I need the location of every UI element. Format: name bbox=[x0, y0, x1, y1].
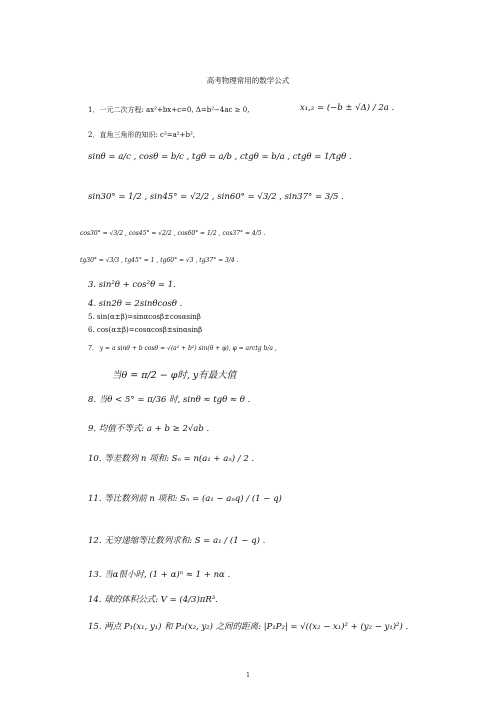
item-8: 8. 当θ < 5° = π/36 时, sinθ ≈ tgθ ≈ θ . bbox=[88, 395, 251, 405]
item-4: 4. sin2θ = 2sinθcosθ . bbox=[88, 299, 183, 309]
item-14: 14. 球的体积公式: V = (4/3)πR³. bbox=[88, 595, 218, 605]
page-title: 高考物理常用的数学公式 bbox=[206, 76, 290, 85]
item-10: 10. 等差数列 n 项和: Sₙ = n(a₁ + aₙ) / 2 . bbox=[88, 454, 255, 464]
item-9: 9. 均值不等式: a + b ≥ 2√ab . bbox=[88, 424, 210, 434]
item-2-values-tg: tg30° = √3/3 , tg45° = 1 , tg60° = √3 , tg37° = 3/4 . bbox=[80, 257, 239, 264]
item-1-quadratic: 1．一元二次方程: ax²+bx+c=0, Δ=b²−4ac ≥ 0, bbox=[88, 106, 250, 114]
item-7-note: 当θ = π/2 − φ时, y有最大值 bbox=[112, 370, 237, 381]
page-number: 1 bbox=[246, 672, 250, 679]
item-3: 3. sin²θ + cos²θ = 1. bbox=[88, 280, 176, 290]
item-12: 12. 无穷递缩等比数列求和: S = a₁ / (1 − q) . bbox=[88, 536, 266, 546]
item-1-formula: x₁,₂ = (−b ± √Δ) / 2a . bbox=[300, 103, 395, 113]
item-2-values-cos: cos30° = √3/2 , cos45° = √2/2 , cos60° = 1/2 , cos37° = 4/5 . bbox=[80, 230, 266, 237]
item-13: 13. 当α很小时, (1 + α)ⁿ ≈ 1 + nα . bbox=[88, 570, 231, 580]
item-15: 15. 两点 P₁(x₁, y₁) 和 P₂(x₂, y₂) 之间的距离: |P₁P₂| = √((x₂ − x₁)² + (y₂ − y₁)²) . bbox=[88, 622, 409, 632]
item-11: 11. 等比数列前 n 项和: Sₙ = (a₁ − aₙq) / (1 − q) bbox=[88, 494, 282, 504]
item-7: 7． y = a sinθ + b cosθ = √(a² + b²) sin(θ + φ), φ = arctg b/a , bbox=[88, 345, 277, 352]
item-2-formula: sinθ = a/c , cosθ = b/c , tgθ = a/b , ctgθ = b/a , ctgθ = 1/tgθ . bbox=[88, 152, 352, 162]
item-2-right-triangle: 2．直角三角形的知识: c²=a²+b², bbox=[88, 131, 195, 139]
item-2-values-sin: sin30° = 1/2 , sin45° = √2/2 , sin60° = √3/2 , sin37° = 3/5 . bbox=[88, 192, 344, 202]
item-6: 6. cos(α±β)=cosαcosβ±sinαsinβ bbox=[88, 326, 203, 334]
item-5: 5. sin(α±β)=sinαcosβ±cosαsinβ bbox=[88, 313, 201, 321]
